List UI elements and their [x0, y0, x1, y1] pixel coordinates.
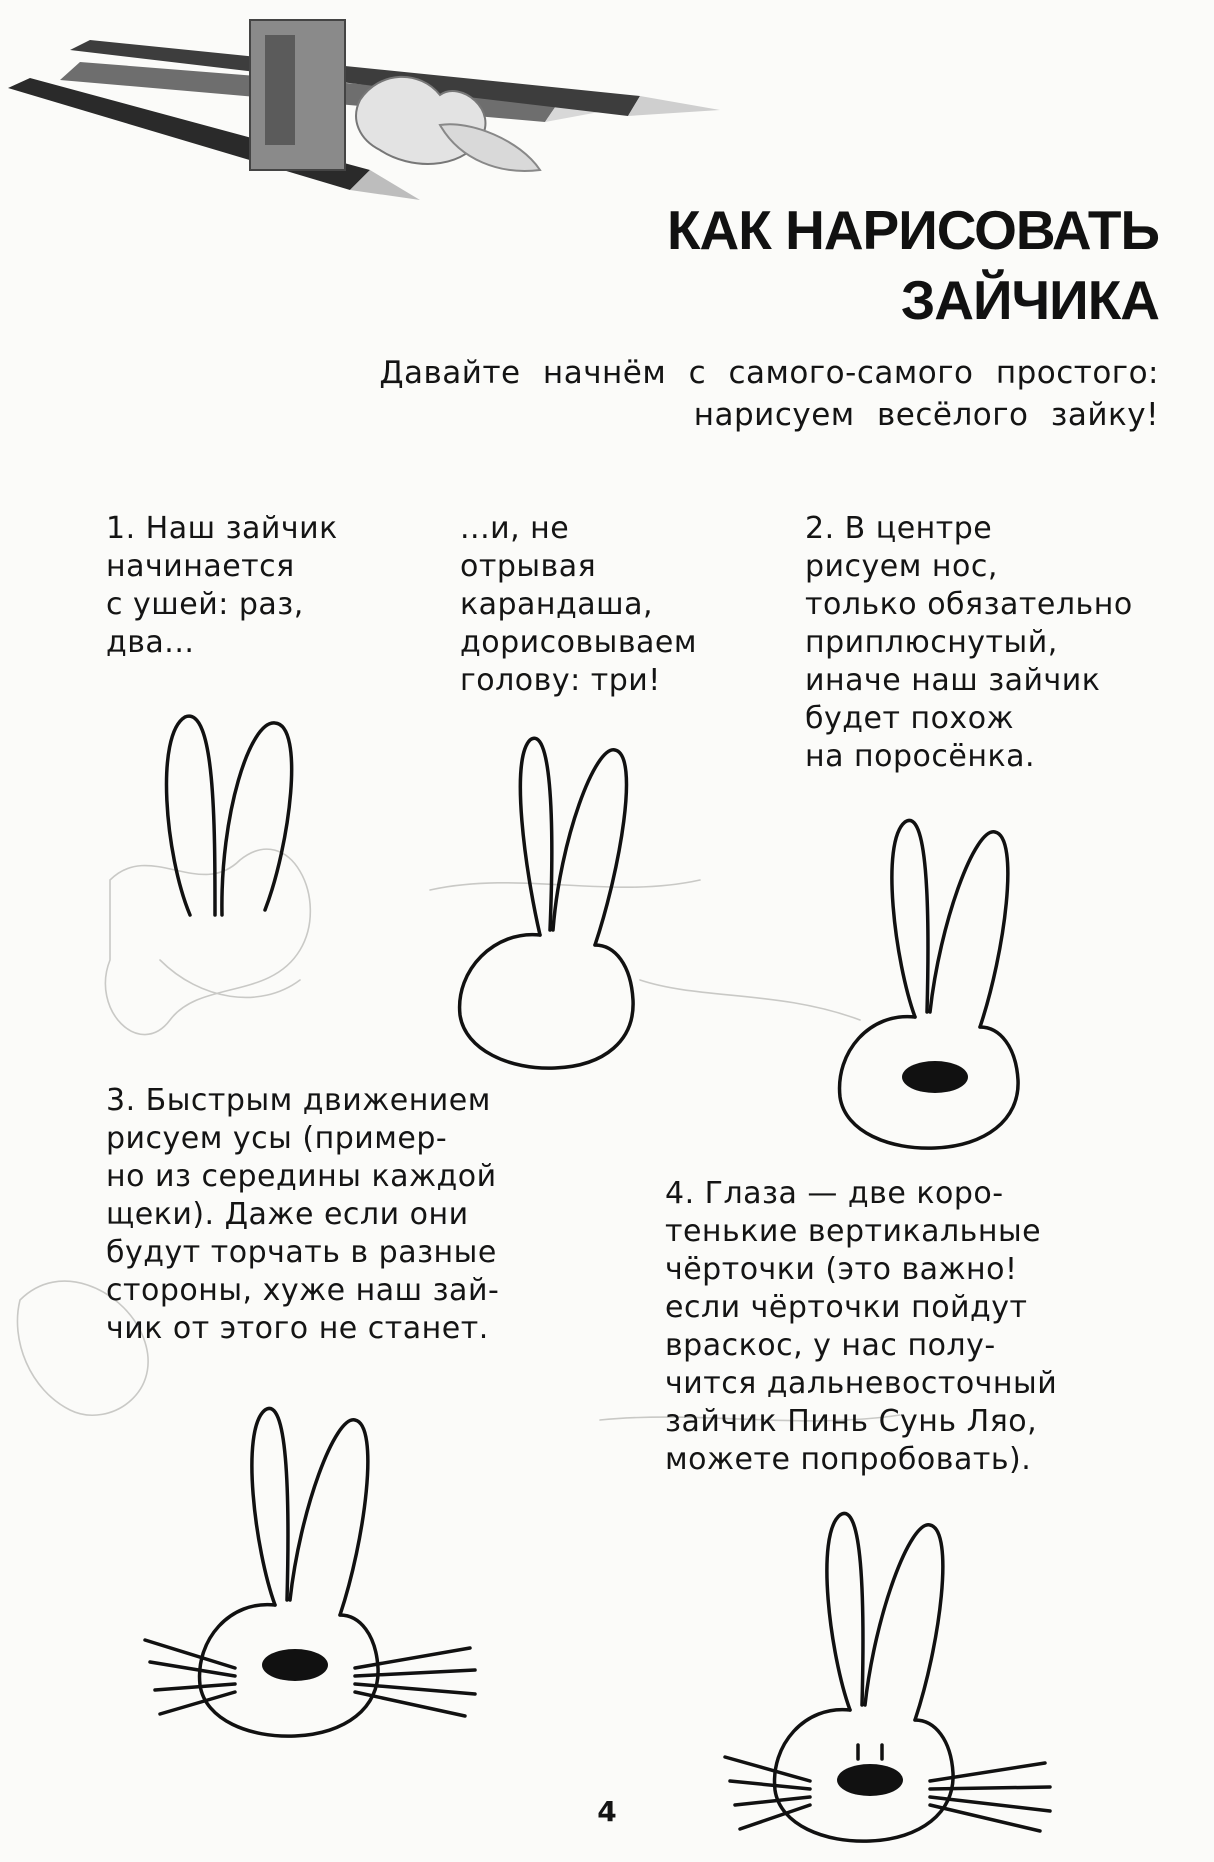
- step-2-line: рисуем нос,: [805, 549, 998, 584]
- step-4-line: враскос, у нас полу-: [665, 1328, 996, 1363]
- step-2-line: приплюснутый,: [805, 625, 1058, 660]
- bunny-nose-drawing: [835, 812, 1035, 1152]
- step-4-line: зайчик Пинь Сунь Ляо,: [665, 1404, 1038, 1439]
- step-3-line: чик от этого не станет.: [106, 1311, 489, 1346]
- page-number: 4: [597, 1795, 617, 1828]
- step-4-text: [665, 1175, 1057, 1479]
- step-3-line: 3. Быстрым движением: [106, 1083, 491, 1118]
- step-3-text: [106, 1082, 499, 1348]
- step-1-line: 1. Наш зайчик: [106, 511, 338, 546]
- step-4-line: чится дальневосточный: [665, 1366, 1058, 1401]
- bunny-ears-drawing: [160, 705, 310, 925]
- step-2-line: только обязательно: [805, 587, 1133, 622]
- step-2-line: 2. В центре: [805, 511, 993, 546]
- bunny-whiskers-drawing: [140, 1400, 560, 1740]
- page-title: [667, 195, 1159, 335]
- step-1b-text: [460, 510, 697, 700]
- step-1-line: с ушей: раз,: [106, 587, 304, 622]
- step-3-line: рисуем усы (пример-: [106, 1121, 448, 1156]
- step-1b-line: дорисовываем: [460, 625, 698, 660]
- bunny-head-drawing: [455, 730, 645, 1070]
- step-3-line: щеки). Даже если они: [106, 1197, 469, 1232]
- step-2-line: иначе наш зайчик: [805, 663, 1101, 698]
- step-2-line: будет похож: [805, 701, 1015, 736]
- step-2-line: на поросёнка.: [805, 739, 1036, 774]
- step-1b-line: отрывая: [460, 549, 597, 584]
- step-1b-line: ...и, не: [460, 511, 570, 546]
- step-1b-line: карандаша,: [460, 587, 654, 622]
- step-3-line: будут торчать в разные: [106, 1235, 497, 1270]
- step-2-text: [805, 510, 1133, 776]
- intro-text: Давайте начнём с самого-самого простого: нарисуем весёлого зайку!: [379, 355, 1159, 433]
- title-line-2: ЗАЙЧИКА: [900, 269, 1159, 331]
- step-4-line: можете попробовать).: [665, 1442, 1032, 1477]
- step-1-text: [106, 510, 338, 662]
- step-1b-line: голову: три!: [460, 663, 661, 698]
- title-line-1: КАК НАРИСОВАТЬ: [666, 199, 1159, 261]
- step-1-line: начинается: [106, 549, 295, 584]
- step-4-line: чёрточки (это важно!: [665, 1252, 1018, 1287]
- step-4-line: тенькие вертикальные: [665, 1214, 1042, 1249]
- step-4-line: 4. Глаза — две коро-: [665, 1176, 1004, 1211]
- step-1-line: два...: [106, 625, 195, 660]
- bunny-eyes-drawing: [730, 1505, 1160, 1845]
- step-3-line: но из середины каждой: [106, 1159, 497, 1194]
- step-4-line: если чёрточки пойдут: [665, 1290, 1028, 1325]
- pencils-illustration: [0, 0, 760, 230]
- step-3-line: стороны, хуже наш зай-: [106, 1273, 500, 1308]
